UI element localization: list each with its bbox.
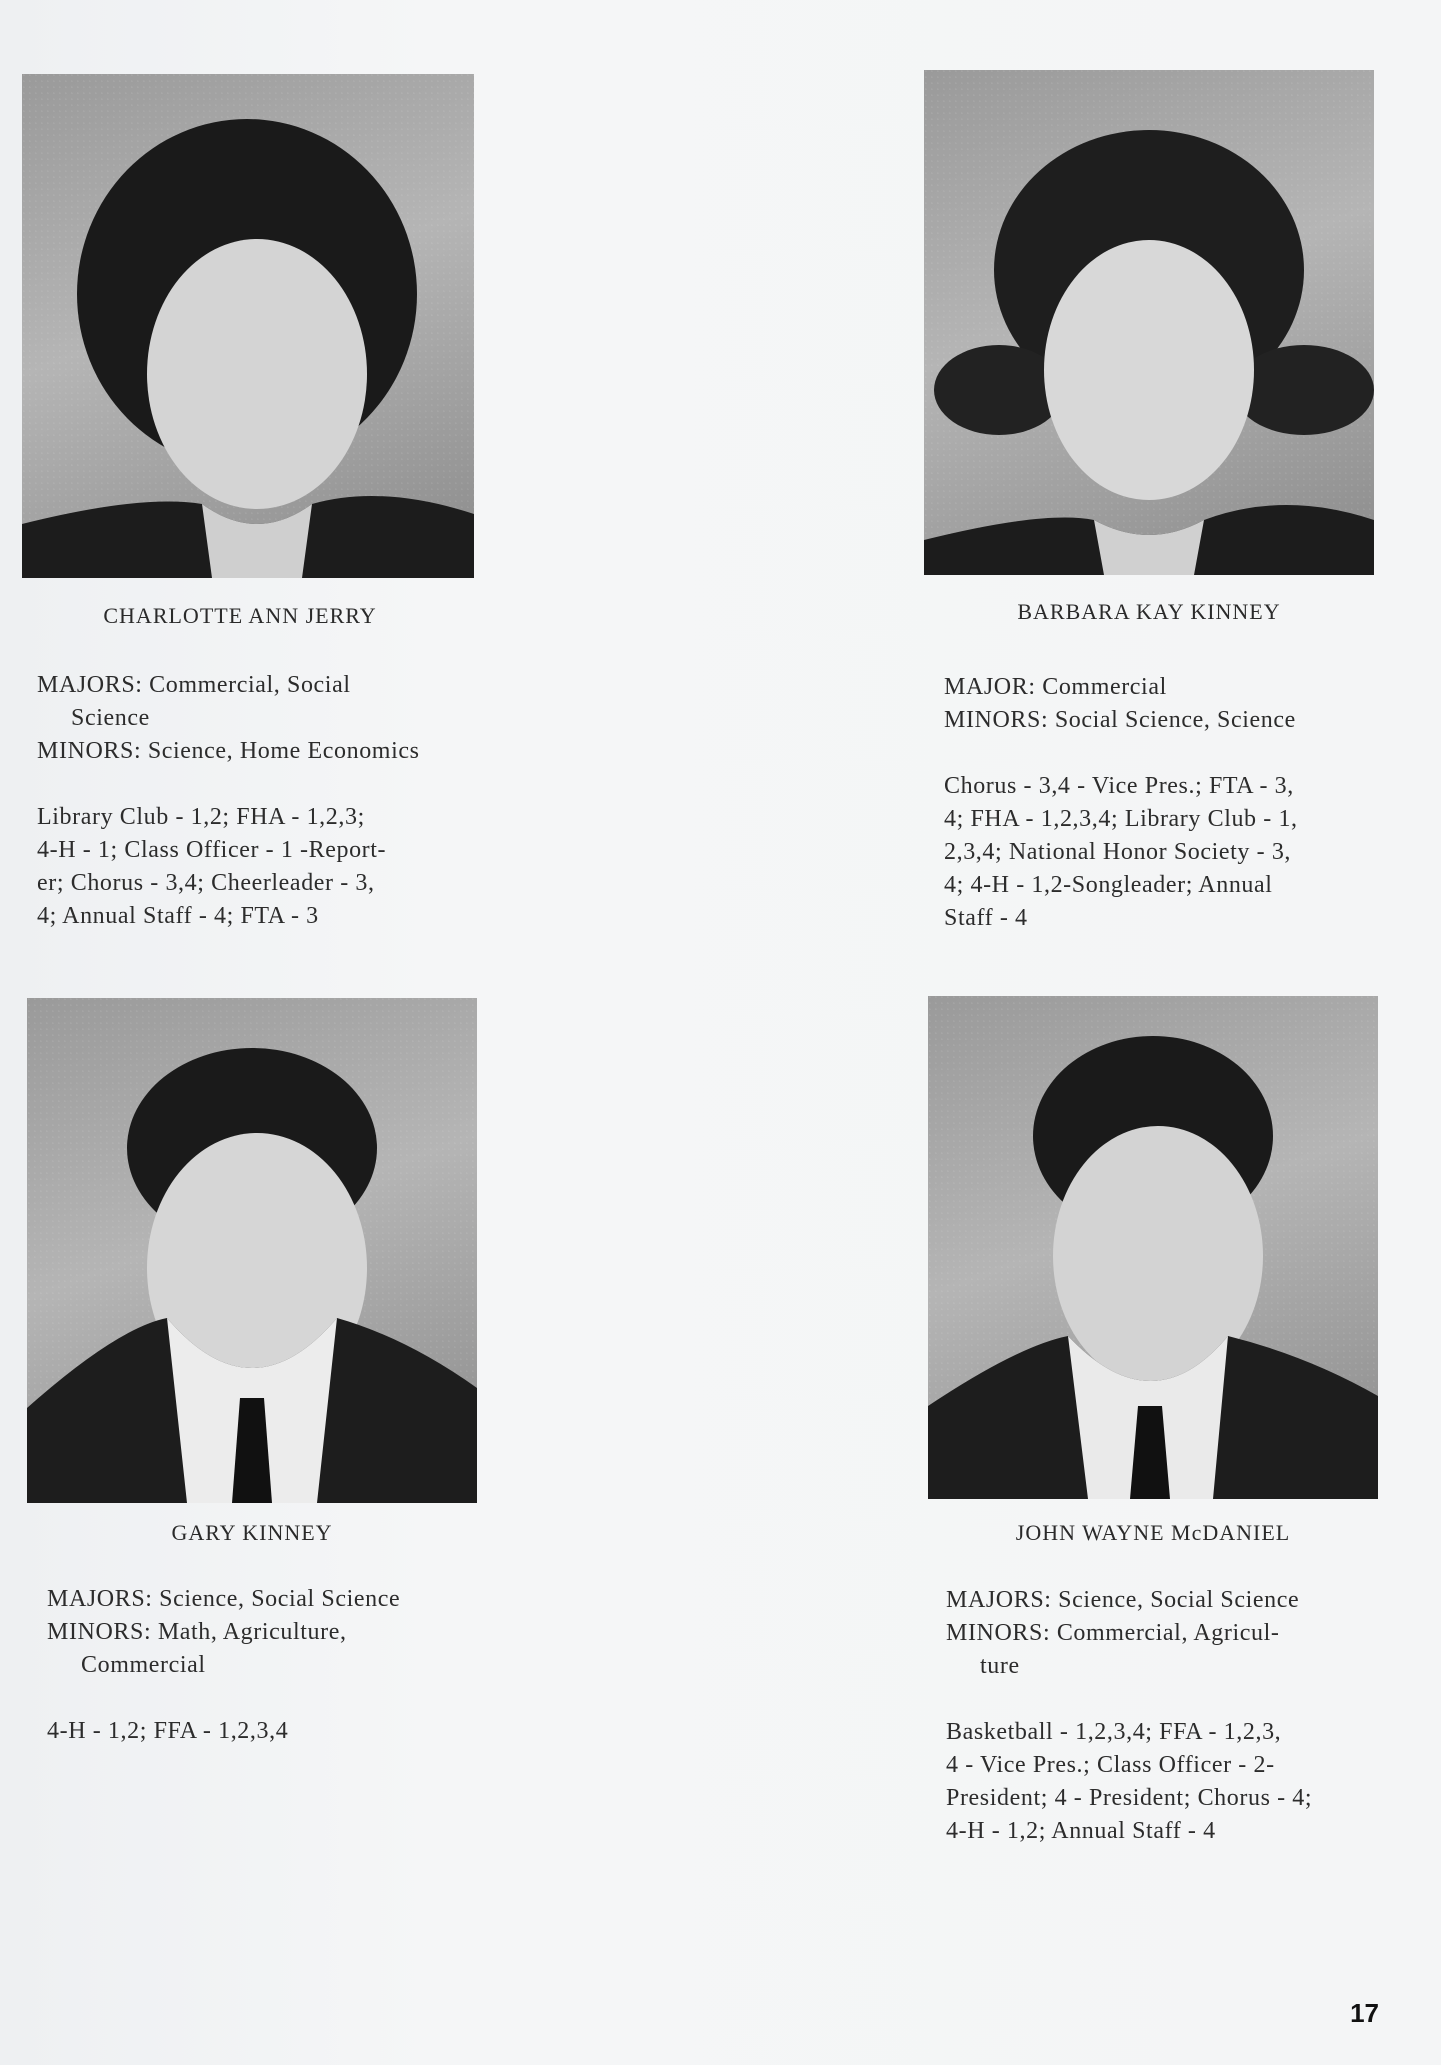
activities-line: 4; FHA - 1,2,3,4; Library Club - 1, xyxy=(944,806,1298,832)
page-number: 17 xyxy=(1350,1998,1379,2028)
majors-line: MAJORS: Science, Social Science xyxy=(946,1587,1300,1613)
activities-line: 4; Annual Staff - 4; FTA - 3 xyxy=(37,903,319,929)
portrait-photo-barbara-kay-kinney xyxy=(924,70,1374,575)
minors-line: MINORS: Commercial, Agricul- xyxy=(946,1620,1280,1646)
student-name: GARY KINNEY xyxy=(171,1520,333,1545)
spacer xyxy=(37,768,420,801)
portrait-photo-john-wayne-mcdaniel xyxy=(928,996,1378,1499)
activities-line: Library Club - 1,2; FHA - 1,2,3; xyxy=(37,804,365,830)
activities-line: 4-H - 1,2; Annual Staff - 4 xyxy=(946,1818,1216,1844)
activities-line: Staff - 4 xyxy=(944,905,1028,931)
majors-line: Science xyxy=(71,705,150,731)
spacer xyxy=(944,737,1298,770)
student-details xyxy=(47,1583,400,1748)
activities-line: 2,3,4; National Honor Society - 3, xyxy=(944,839,1292,865)
activities-line: 4; 4-H - 1,2-Songleader; Annual xyxy=(944,872,1273,898)
student-details xyxy=(37,669,420,933)
spacer xyxy=(946,1683,1312,1716)
student-name: CHARLOTTE ANN JERRY xyxy=(103,603,377,628)
student-name: BARBARA KAY KINNEY xyxy=(1017,599,1281,624)
portrait-photo-charlotte-ann-jerry xyxy=(22,74,474,578)
majors-line: MAJORS: Commercial, Social xyxy=(37,672,351,698)
activities-line: 4 - Vice Pres.; Class Officer - 2- xyxy=(946,1752,1275,1778)
majors-line: MAJORS: Science, Social Science xyxy=(47,1586,401,1612)
activities-line: Chorus - 3,4 - Vice Pres.; FTA - 3, xyxy=(944,773,1294,799)
minors-line: MINORS: Math, Agriculture, xyxy=(47,1619,347,1645)
portrait-photo-gary-kinney xyxy=(27,998,477,1503)
minors-line: MINORS: Science, Home Economics xyxy=(37,738,420,764)
activities-line: President; 4 - President; Chorus - 4; xyxy=(946,1785,1313,1811)
activities-line: 4-H - 1,2; FFA - 1,2,3,4 xyxy=(47,1718,289,1744)
student-name: JOHN WAYNE McDANIEL xyxy=(1015,1520,1291,1545)
activities-line: er; Chorus - 3,4; Cheerleader - 3, xyxy=(37,870,375,896)
minors-line: Commercial xyxy=(81,1652,206,1678)
activities-line: Basketball - 1,2,3,4; FFA - 1,2,3, xyxy=(946,1719,1282,1745)
spacer xyxy=(47,1682,400,1715)
majors-line: MAJOR: Commercial xyxy=(944,674,1167,700)
student-details xyxy=(944,671,1298,935)
activities-line: 4-H - 1; Class Officer - 1 -Report- xyxy=(37,837,387,863)
minors-line: MINORS: Social Science, Science xyxy=(944,707,1296,733)
minors-line: ture xyxy=(980,1653,1020,1679)
student-details xyxy=(946,1584,1312,1848)
